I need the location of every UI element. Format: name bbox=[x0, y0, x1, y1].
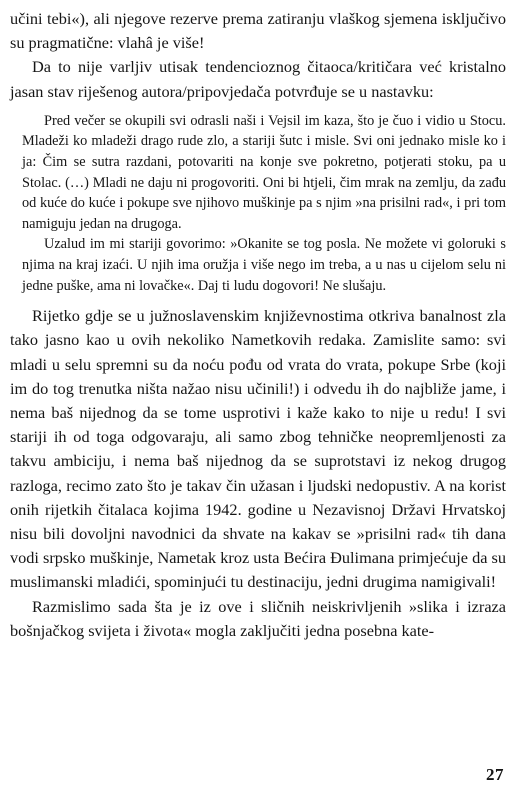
block-quote-paragraph-1: Pred večer se okupili svi odrasli naši i Vejsil im kaza, što je čuo i vidio u Stocu. Mladeži ko mladeži drago rude zlo, a stariji šutc i misle. Svi oni jednako misle ko i ja: Čim se sutra razdani, potovariti na konje sve pokretno, potjerati stoku, pa u Stolac. (…) Mladi ne daju ni progovoriti. Oni bi htjeli, čim mrak na zemlju, da zađu od kuće do kuće i pokupe sve njihovo muškinje pa s njim »na prisilni rad«, i pri tom namiguju jedan na drugoga. bbox=[22, 112, 506, 232]
intro-paragraph: Da to nije varljiv utisak tendencioznog čitaoca/kritičara već kristalno jasan stav riješenog autora/pripovjedača potvrđuje se u nastavku: bbox=[10, 57, 506, 101]
analysis-paragraph: Rijetko gdje se u južnoslavenskim književnostima otkriva banalnost zla tako jasno kao u ovih nekoliko Nametkovih redaka. Zamislite samo: svi mladi u selu spremni su da noću pođu od vrata do vrata, pokupe Srbe (koji im do tog trenutka ništa nažao nisu učinili!) i odvedu ih do najbliže jame, i nema baš nijednog da se tome usprotivi i kaže kako to nije u redu! I svi stariji ih od toga odgovaraju, ali samo zbog tehničke neopremljenosti za takvu ambiciju, i nema baš nijednog da se suprotstavi iz nekog drugog razloga, recimo zato što je takav čin užasan i ljudski nedopustiv. A na korist onih rijetkih čitalaca kojima 1942. godine u Nezavisnoj Državi Hrvatskoj nisu bili dovoljni navodnici da shvate na kakav se »prisilni rad« tih dana vodi srpsko muškinje, Nametak kroz usta Bećira Đulimana primjećuje da su muslimanski mladići, spominjući tu destinaciju, jedni drugima namigivali! bbox=[10, 306, 506, 592]
closing-paragraph: Razmislimo sada šta je iz ove i sličnih neiskrivljenih »slika i izraza bošnjačkog svijeta i života« mogla zaključiti jedna posebna kate- bbox=[10, 596, 506, 640]
continued-paragraph: učini tebi«), ali njegove rezerve prema zatiranju vlaškog sjemena isključivo su pragmatične: vlahâ je više! bbox=[10, 9, 506, 53]
block-quote-paragraph-2: Uzalud im mi stariji govorimo: »Okanite se tog posla. Ne možete vi goloruki s njima na kraj izaći. U njih ima oružja i više nego im treba, a u nas u cijelom selu ni jedne puške, ama ni lovačke«. Daj ti ludu dogovori! Ne slušaju. bbox=[22, 236, 506, 294]
page-number: 27 bbox=[486, 765, 504, 784]
